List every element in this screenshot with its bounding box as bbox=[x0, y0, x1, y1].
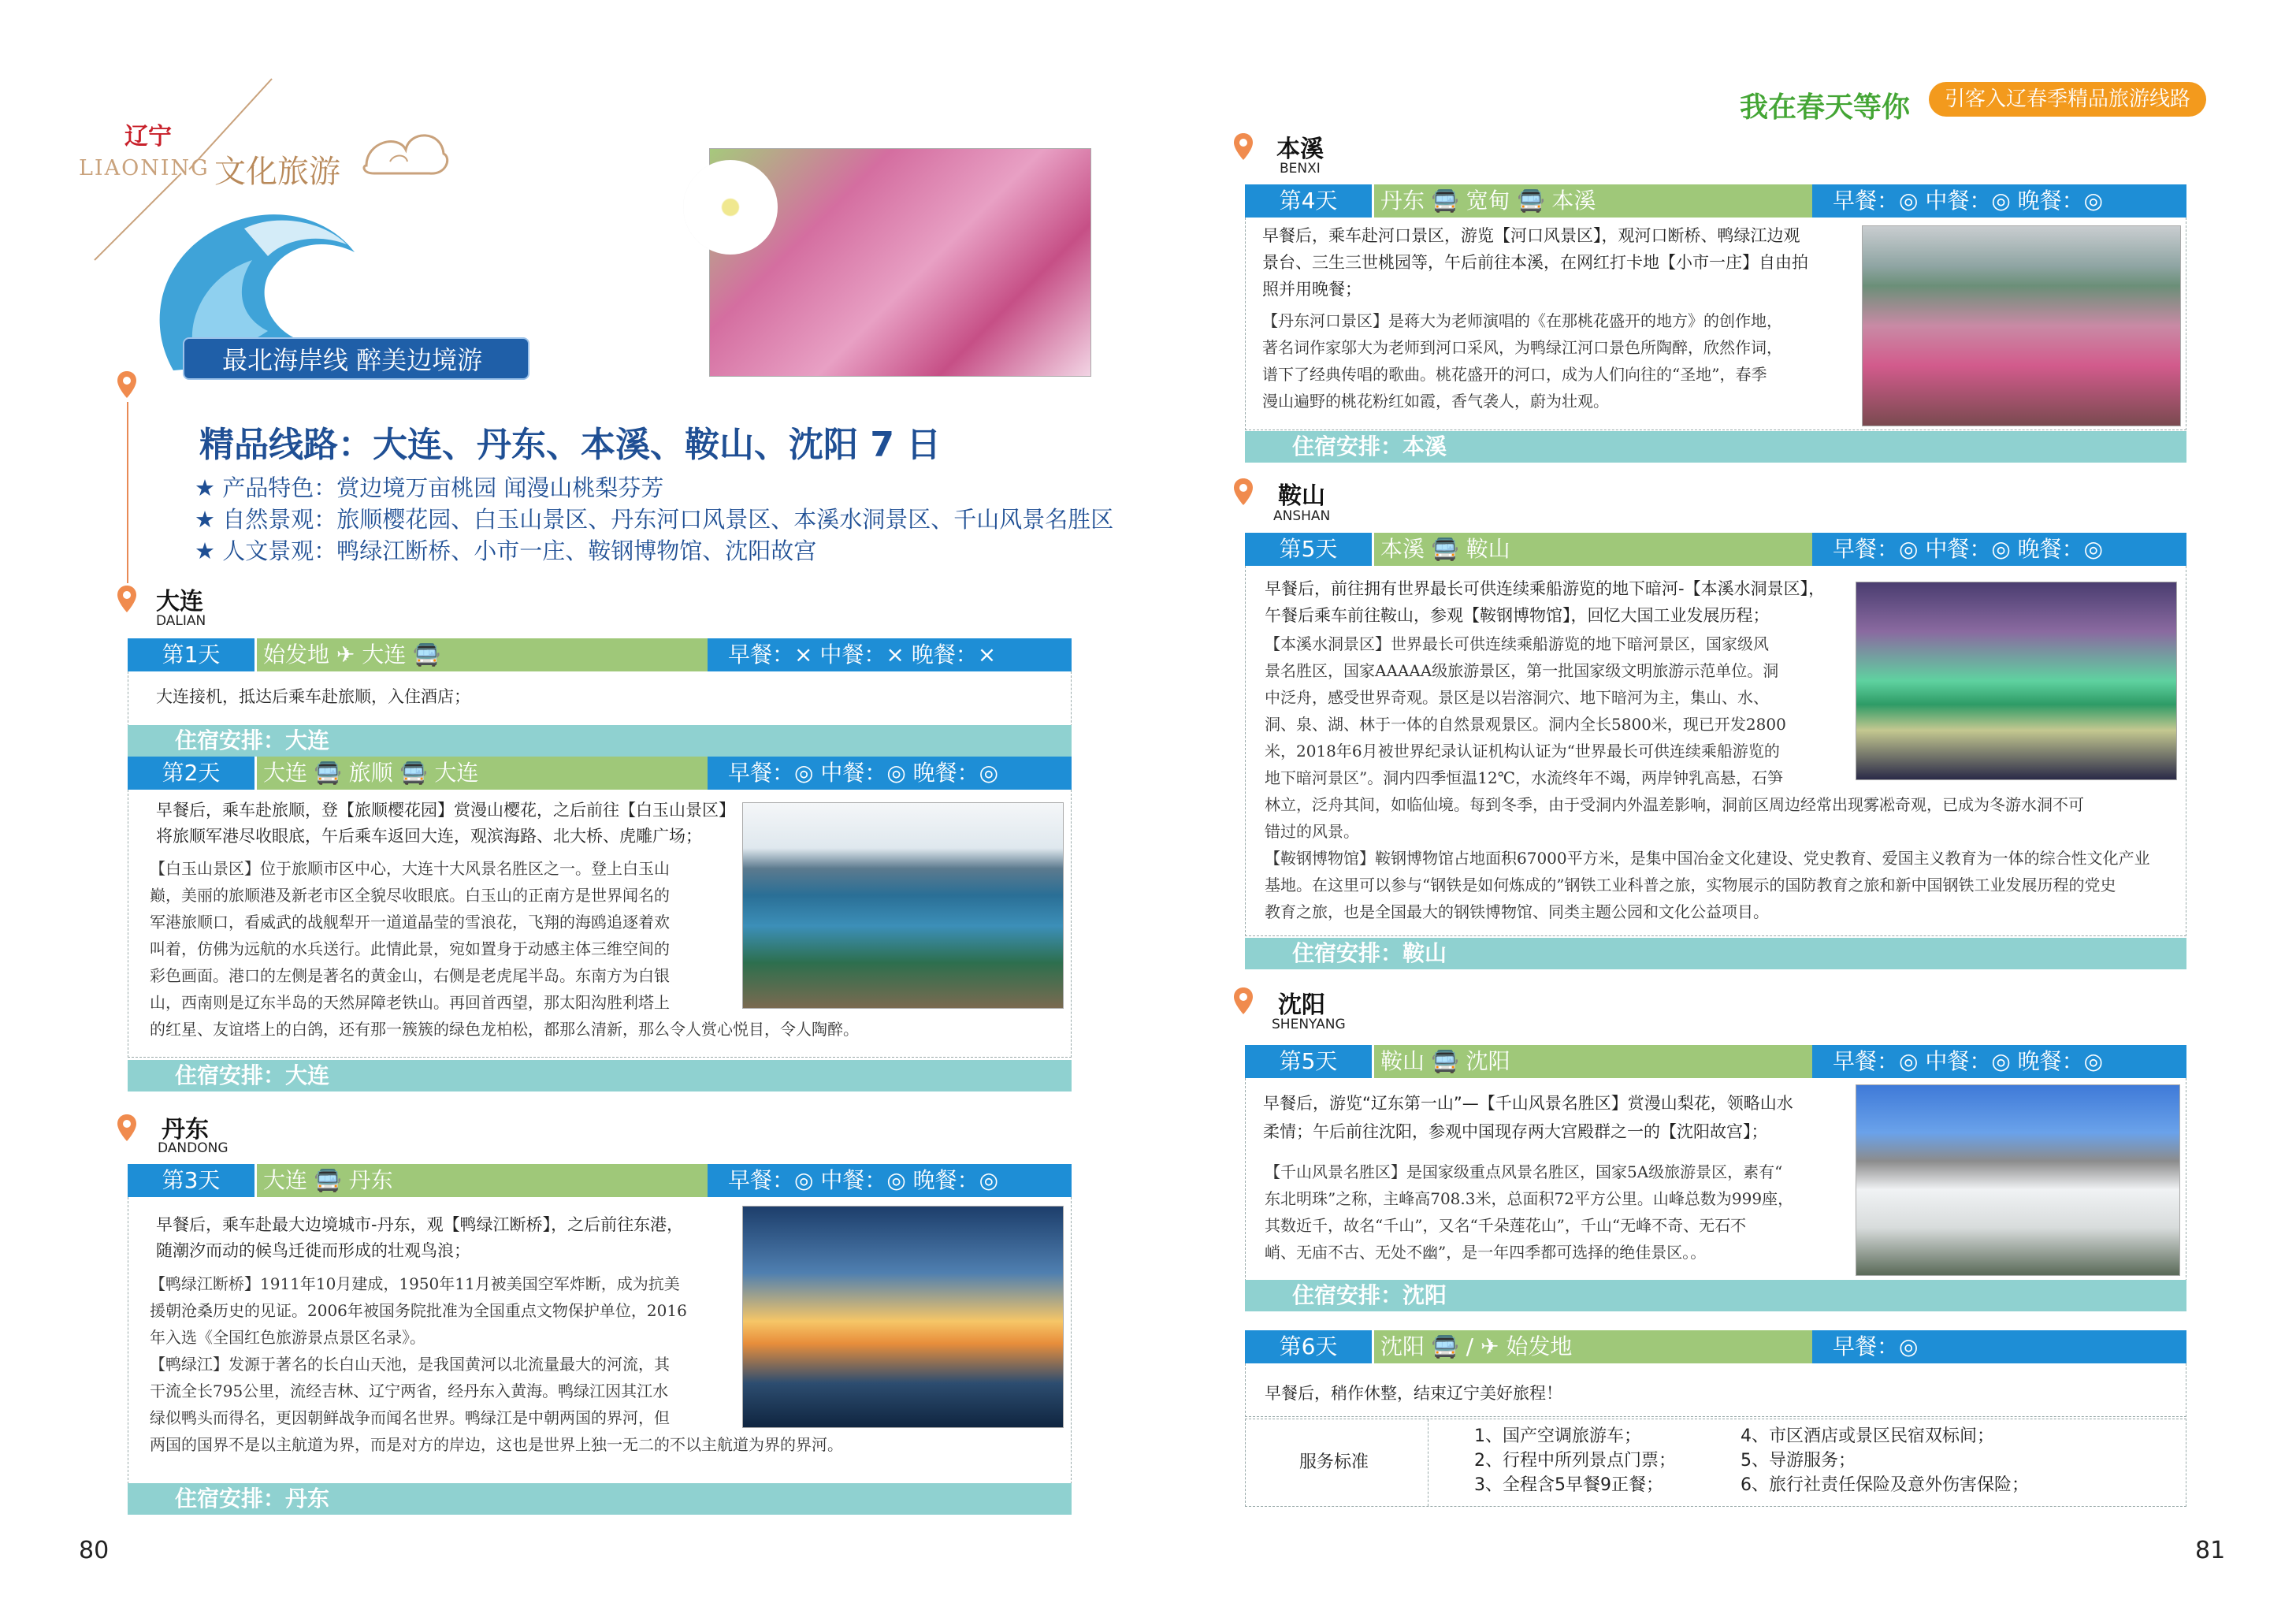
city-benxi: 本溪 bbox=[1276, 136, 1324, 163]
service-table bbox=[1245, 1419, 2186, 1507]
day3-line: 两国的国界不是以主航道为界，而是对方的岸边，这也是世界上独一无二的不以主航道为界的界河。 bbox=[150, 1435, 843, 1454]
day4-stay: 住宿安排：本溪 bbox=[1245, 431, 2186, 463]
baiyu-sea-image bbox=[742, 802, 1064, 1009]
day6-route: 沈阳 🚍 / ✈ 始发地 bbox=[1374, 1330, 1812, 1363]
day3-line: 绿似鸭头而得名，更因朝鲜战争而闻名世界。鸭绿江是中朝两国的界河，但 bbox=[150, 1408, 670, 1427]
day4-line: 景台、三生三世桃园等，午后前往本溪，在网红打卡地【小市一庄】自由拍 bbox=[1262, 253, 1808, 272]
day5b-label: 第5天 bbox=[1245, 1045, 1374, 1078]
day5b-text bbox=[1232, 1089, 1793, 1146]
day3-line: 干流全长795公里，流经吉林、辽宁两省，经丹东入黄海。鸭绿江因其江水 bbox=[150, 1382, 669, 1400]
service-item: 6、旅行社责任保险及意外伤害保险； bbox=[1741, 1475, 2029, 1495]
day2-line: 叫着，仿佛为远航的水兵送行。此情此景，宛如置身于动感主体三维空间的 bbox=[150, 939, 670, 958]
day2-line: 山，西南则是辽东半岛的天然屏障老铁山。再回首西望，那太阳沟胜利塔上 bbox=[150, 993, 670, 1012]
city-benxi-en: BENXI bbox=[1280, 161, 1321, 177]
day1-text: 大连接机，抵达后乘车赴旅顺，入住酒店； bbox=[156, 687, 470, 706]
day5b-stay: 住宿安排：沈阳 bbox=[1245, 1280, 2186, 1311]
day5a-line: 午餐后乘车前往鞍山，参观【鞍钢博物馆】，回忆大国工业发展历程； bbox=[1265, 606, 1770, 625]
service-col1 bbox=[1474, 1424, 1676, 1497]
location-pin-icon bbox=[1233, 478, 1254, 506]
day2-text1: 早餐后，乘车赴旅顺，登【旅顺樱花园】赏漫山樱花，之后前往【白玉山景区】 bbox=[156, 801, 735, 820]
day2-line: 彩色画面。港口的左侧是著名的黄金山，右侧是老虎尾半岛。东南方为白银 bbox=[150, 966, 670, 985]
day4-meals: 早餐：◎ 中餐：◎ 晚餐：◎ bbox=[1812, 184, 2186, 218]
day6-text: 早餐后，稍作休整，结束辽宁美好旅程！ bbox=[1265, 1384, 1562, 1403]
day5a-line: 早餐后，前往拥有世界最长可供连续乘船游览的地下暗河-【本溪水洞景区】， bbox=[1265, 579, 1826, 598]
day5a-stay: 住宿安排：鞍山 bbox=[1245, 938, 2186, 969]
yalu-bridge-image bbox=[742, 1206, 1064, 1428]
location-pin-icon bbox=[117, 1114, 137, 1142]
day3-stay: 住宿安排：丹东 bbox=[128, 1483, 1072, 1515]
day5b-line: 峭、无庙不古、无处不幽”，是一年四季都可选择的绝佳景区。。 bbox=[1265, 1243, 1707, 1262]
day3-line: 年入选《全国红色旅游景点景区名录》。 bbox=[150, 1328, 425, 1347]
day3-text1: 早餐后，乘车赴最大边境城市-丹东，观【鸭绿江断桥】，之后前往东港， bbox=[156, 1215, 684, 1234]
service-item: 4、市区酒店或景区民宿双标间； bbox=[1741, 1426, 1994, 1446]
page-number-left: 80 bbox=[79, 1537, 110, 1564]
service-label: 服务标准 bbox=[1299, 1452, 1369, 1472]
day4-route: 丹东 🚍 宽甸 🚍 本溪 bbox=[1374, 184, 1812, 218]
water-cave-image bbox=[1856, 582, 2177, 780]
day6-bar bbox=[1245, 1330, 2186, 1363]
day5a-line: 景名胜区，国家AAAAA级旅游景区，第一批国家级文明旅游示范单位。洞 bbox=[1265, 661, 1779, 680]
city-dalian-en: DALIAN bbox=[156, 613, 206, 629]
day2-label: 第2天 bbox=[128, 757, 257, 790]
city-anshan-en: ANSHAN bbox=[1273, 508, 1331, 524]
day3-line: 援朝沧桑历史的见证。2006年被国务院批准为全国重点文物保护单位，2016 bbox=[150, 1301, 687, 1320]
logo-liaoning-en: LIAONING bbox=[79, 156, 210, 180]
service-item: 1、国产空调旅游车； bbox=[1474, 1426, 1641, 1446]
day2-route: 大连 🚍 旅顺 🚍 大连 bbox=[257, 757, 708, 790]
day3-label: 第3天 bbox=[128, 1164, 257, 1197]
day4-line: 著名词作家邬大为老师到河口采风，为鸭绿江河口景色所陶醉，欣然作词， bbox=[1262, 338, 1782, 357]
day1-route: 始发地 ✈ 大连 🚍 bbox=[257, 638, 708, 671]
city-dalian: 大连 bbox=[156, 588, 203, 615]
day5b-line: 早餐后，游览“辽东第一山”—【千山风景名胜区】赏漫山梨花，领略山水 bbox=[1263, 1094, 1793, 1113]
day1-meals: 早餐：× 中餐：× 晚餐：× bbox=[708, 638, 1072, 671]
day2-stay: 住宿安排：大连 bbox=[128, 1060, 1072, 1091]
city-anshan: 鞍山 bbox=[1278, 482, 1325, 510]
timeline-line bbox=[126, 402, 129, 583]
day5b-line: 【千山风景名胜区】是国家级重点风景名胜区，国家5A级旅游景区，素有“ bbox=[1265, 1162, 1783, 1181]
day3-route: 大连 🚍 丹东 bbox=[257, 1164, 708, 1197]
city-shenyang-en: SHENYANG bbox=[1272, 1017, 1346, 1032]
day3-paragraph bbox=[150, 1270, 843, 1458]
day3-line: 【鸭绿江】发源于著名的长白山天池，是我国黄河以北流量最大的河流，其 bbox=[150, 1355, 670, 1374]
day5b-bar bbox=[1245, 1045, 2186, 1078]
day2-line: 巅，美丽的旅顺港及新老市区全貌尽收眼底。白玉山的正南方是世界闻名的 bbox=[150, 886, 670, 905]
day5a-line: 教育之旅，也是全国最大的钢铁博物馆、同类主题公园和文化公益项目。 bbox=[1265, 902, 1769, 921]
day2-text2: 将旅顺军港尽收眼底，午后乘车返回大连，观滨海路、北大桥、虎雕广场； bbox=[156, 827, 702, 846]
day4-line: 【丹东河口景区】是蒋大为老师演唱的《在那桃花盛开的地方》的创作地， bbox=[1262, 311, 1782, 330]
header-slogan: 我在春天等你 bbox=[1740, 91, 1911, 124]
location-pin-icon bbox=[1233, 132, 1254, 161]
header-tag: 引客入辽春季精品旅游线路 bbox=[1929, 82, 2206, 117]
slogan-banner: 最北海岸线 醉美边境游 bbox=[183, 337, 529, 380]
feature-culture: ★ 人文景观：鸭绿江断桥、小市一庄、鞍钢博物馆、沈阳故宫 bbox=[195, 537, 817, 564]
day5b-meals: 早餐：◎ 中餐：◎ 晚餐：◎ bbox=[1812, 1045, 2186, 1078]
day2-line: 军港旅顺口，看威武的战舰犁开一道道晶莹的雪浪花，飞翔的海鸥追逐着欢 bbox=[150, 913, 670, 932]
location-pin-icon bbox=[117, 585, 137, 613]
city-dandong: 丹东 bbox=[162, 1116, 209, 1144]
service-item: 2、行程中所列景点门票； bbox=[1474, 1451, 1676, 1471]
day5a-line: 洞、泉、湖、林于一体的自然景观景区。洞内全长5800米，现已开发2800 bbox=[1265, 715, 1786, 734]
day5a-route: 本溪 🚍 鞍山 bbox=[1374, 533, 1812, 566]
route-title: 精品线路：大连、丹东、本溪、鞍山、沈阳 7 日 bbox=[199, 425, 942, 465]
day4-line: 照并用晚餐； bbox=[1262, 280, 1362, 299]
day5a-line: 【鞍钢博物馆】鞍钢博物馆占地面积67000平方米，是集中国冶金文化建设、党史教育、爱国主义教育为一体的综合性文化产业 bbox=[1265, 849, 2150, 868]
day5a-meals: 早餐：◎ 中餐：◎ 晚餐：◎ bbox=[1812, 533, 2186, 566]
day5b-line: 东北明珠”之称，主峰高708.3米，总面积72平方公里。山峰总数为999座， bbox=[1265, 1189, 1794, 1208]
city-dandong-en: DANDONG bbox=[158, 1140, 228, 1156]
day4-text bbox=[1262, 222, 1808, 303]
day5a-line: 【本溪水洞景区】世界最长可供连续乘船游览的地下暗河景区，国家级风 bbox=[1265, 634, 1769, 653]
service-item: 3、全程含5早餐9正餐； bbox=[1474, 1475, 1663, 1495]
logo-liaoning-cn: 辽宁 bbox=[124, 123, 172, 151]
day3-text2: 随潮汐而动的候鸟迁徙而形成的壮观鸟浪； bbox=[156, 1241, 470, 1260]
cherry-blossom-image bbox=[709, 148, 1091, 377]
feature-nature: ★ 自然景观：旅顺樱花园、白玉山景区、丹东河口风景区、本溪水洞景区、千山风景名胜区 bbox=[195, 506, 1114, 533]
day2-meals: 早餐：◎ 中餐：◎ 晚餐：◎ bbox=[708, 757, 1072, 790]
day4-label: 第4天 bbox=[1245, 184, 1374, 218]
day5b-paragraph bbox=[1265, 1158, 1793, 1266]
day1-stay: 住宿安排：大连 bbox=[128, 725, 1072, 757]
day4-line: 早餐后，乘车赴河口景区，游览【河口风景区】，观河口断桥、鸭绿江边观 bbox=[1262, 226, 1800, 245]
peach-blossom-image bbox=[1862, 225, 2181, 426]
day3-bar bbox=[128, 1164, 1072, 1197]
page-number-right: 81 bbox=[2195, 1537, 2226, 1564]
day1-bar bbox=[128, 638, 1072, 671]
location-pin-icon bbox=[1233, 987, 1254, 1015]
day4-line: 谱下了经典传唱的歌曲。桃花盛开的河口，成为人们向往的“圣地”，春季 bbox=[1262, 365, 1767, 384]
day2-bar bbox=[128, 757, 1072, 790]
day5a-line: 地下暗河景区”。洞内四季恒温12℃，水流终年不竭，两岸钟乳高悬，石笋 bbox=[1265, 768, 1784, 787]
location-pin-icon bbox=[117, 370, 137, 399]
day6-meals: 早餐：◎ bbox=[1812, 1330, 2186, 1363]
day5b-route: 鞍山 🚍 沈阳 bbox=[1374, 1045, 1812, 1078]
logo-culture-tourism: 文化旅游 bbox=[214, 154, 340, 190]
day5b-line: 其数近千，故名“千山”，又名“千朵莲花山”，千山“无峰不奇、无石不 bbox=[1265, 1216, 1747, 1235]
day4-line: 漫山遍野的桃花粉红如霞，香气袭人，蔚为壮观。 bbox=[1262, 392, 1609, 411]
day5a-line: 米，2018年6月被世界纪录认证机构认证为“世界最长可供连续乘船游览的 bbox=[1265, 742, 1780, 761]
pear-blossom-image bbox=[1856, 1084, 2180, 1276]
day5a-line: 错过的风景。 bbox=[1265, 822, 1359, 841]
day5a-line: 中泛舟，感受世界奇观。景区是以岩溶洞穴、地下暗河为主，集山、水、 bbox=[1265, 688, 1769, 707]
city-shenyang: 沈阳 bbox=[1278, 991, 1325, 1019]
cloud-icon bbox=[359, 118, 453, 189]
day2-line: 【白玉山景区】位于旅顺市区中心，大连十大风景名胜区之一。登上白玉山 bbox=[150, 859, 670, 878]
day5a-label: 第5天 bbox=[1245, 533, 1374, 566]
day3-meals: 早餐：◎ 中餐：◎ 晚餐：◎ bbox=[708, 1164, 1072, 1197]
feature-product: ★ 产品特色：赏边境万亩桃园 闻漫山桃梨芬芳 bbox=[195, 474, 664, 501]
day5b-line: 柔情；午后前往沈阳，参观中国现存两大宫殿群之一的【沈阳故宫】； bbox=[1263, 1122, 1768, 1141]
day5a-line: 基地。在这里可以参与“钢铁是如何炼成的”钢铁工业科普之旅，实物展示的国防教育之旅和新中国钢铁工业发展历程的党史 bbox=[1265, 876, 2116, 894]
service-col2 bbox=[1741, 1424, 2029, 1497]
day3-line: 【鸭绿江断桥】1911年10月建成，1950年11月被美国空军炸断，成为抗美 bbox=[150, 1274, 680, 1293]
service-item: 5、导游服务； bbox=[1741, 1451, 1856, 1471]
day4-bar bbox=[1245, 184, 2186, 218]
day6-label: 第6天 bbox=[1245, 1330, 1374, 1363]
day2-line: 的红星、友谊塔上的白鸽，还有那一簇簇的绿色龙柏松，都那么清新，那么令人赏心悦目，令人陶醉。 bbox=[150, 1020, 859, 1039]
day5a-text bbox=[1265, 575, 1825, 629]
white-flower-icon bbox=[683, 160, 778, 255]
day1-label: 第1天 bbox=[128, 638, 257, 671]
day5a-bar bbox=[1245, 533, 2186, 566]
day5a-line: 林立，泛舟其间，如临仙境。每到冬季，由于受洞内外温差影响，洞前区周边经常出现雾凇奇观，已成为冬游水洞不可 bbox=[1265, 795, 2084, 814]
day4-paragraph bbox=[1262, 307, 1782, 415]
